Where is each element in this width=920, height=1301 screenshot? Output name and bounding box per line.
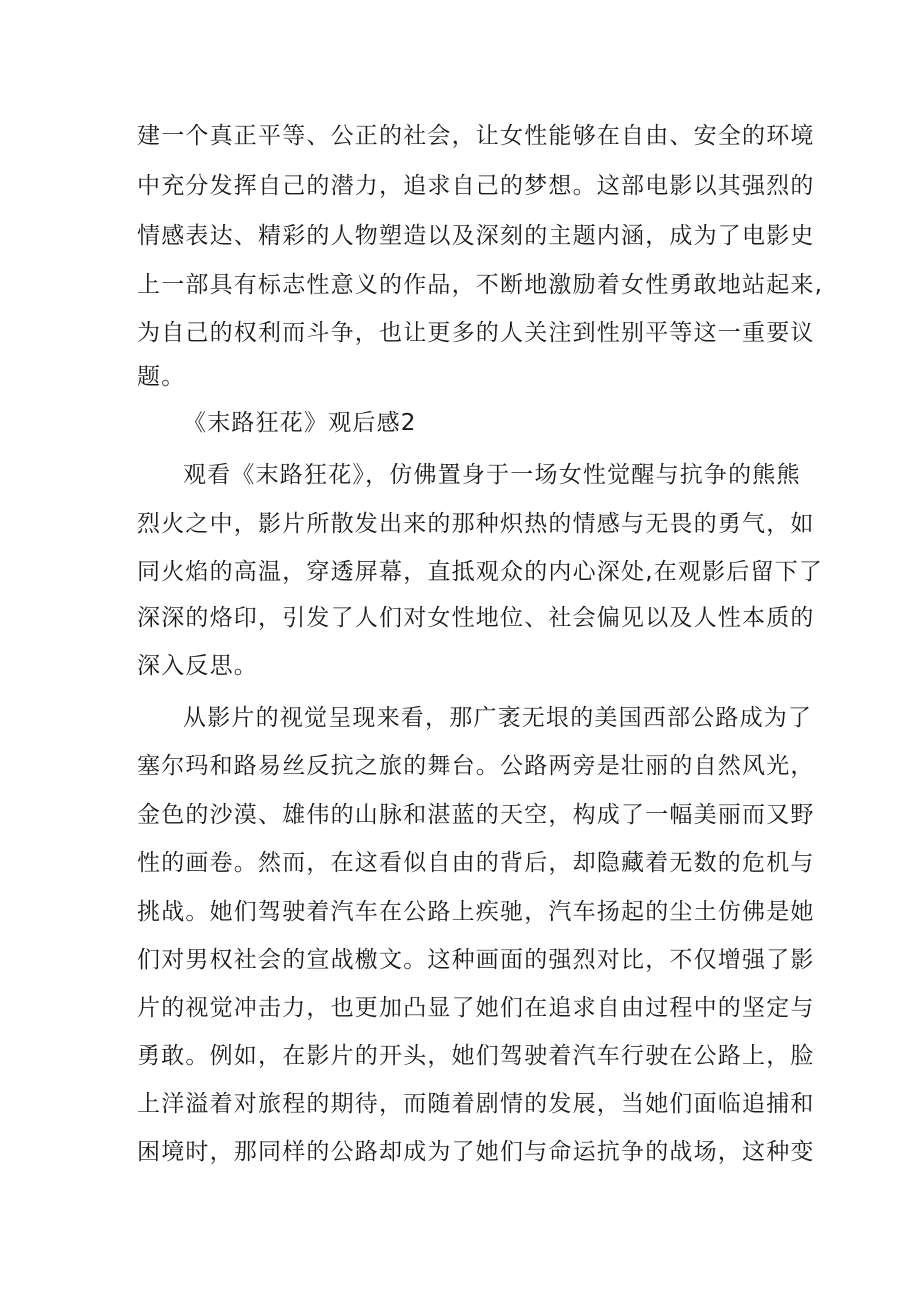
- paragraph-1-line-4: 上一部具有标志性意义的作品，不断地激励着女性勇敢地站起来,: [137, 272, 824, 298]
- paragraph-2-line-3: 同火焰的高温，穿透屏幕，直抵观众的内心深处,在观影后留下了: [137, 559, 824, 585]
- paragraph-2-line-5: 深入反思。: [137, 653, 258, 679]
- paragraph-2-line-2: 烈火之中，影片所散发出来的那种炽热的情感与无畏的勇气，如: [137, 511, 815, 537]
- paragraph-2-line-4: 深深的烙印，引发了人们对女性地位、社会偏见以及人性本质的: [137, 605, 815, 631]
- paragraph-1-line-5: 为自己的权利而斗争，也让更多的人关注到性别平等这一重要议: [137, 320, 815, 346]
- section-heading: 《末路狂花》观后感2: [183, 410, 417, 436]
- paragraph-3-line-8: 勇敢。例如，在影片的开头，她们驾驶着汽车行驶在公路上，脸: [137, 1043, 815, 1069]
- paragraph-2-line-1: 观看《末路狂花》，仿佛置身于一场女性觉醒与抗争的熊熊: [183, 462, 801, 488]
- paragraph-3-line-9: 上洋溢着对旅程的期待，而随着剧情的发展，当她们面临追捕和: [137, 1091, 815, 1117]
- paragraph-3-line-3: 金色的沙漠、雄伟的山脉和湛蓝的天空，构成了一幅美丽而又野: [137, 802, 815, 828]
- paragraph-3-line-4: 性的画卷。然而，在这看似自由的背后，却隐藏着无数的危机与: [137, 850, 815, 876]
- paragraph-3-line-2: 塞尔玛和路易丝反抗之旅的舞台。公路两旁是壮丽的自然风光，: [137, 753, 815, 779]
- paragraph-3-line-5: 挑战。她们驾驶着汽车在公路上疾驰，汽车扬起的尘土仿佛是她: [137, 899, 815, 925]
- paragraph-1-line-2: 中充分发挥自己的潜力，追求自己的梦想。这部电影以其强烈的: [137, 173, 815, 199]
- paragraph-1-line-6: 题。: [137, 364, 186, 390]
- paragraph-3-line-1: 从影片的视觉呈现来看，那广袤无垠的美国西部公路成为了: [183, 705, 813, 731]
- paragraph-3-line-10: 困境时，那同样的公路却成为了她们与命运抗争的战场，这种变: [137, 1139, 815, 1165]
- paragraph-1-line-3: 情感表达、精彩的人物塑造以及深刻的主题内涵，成为了电影史: [137, 223, 815, 249]
- paragraph-3-line-6: 们对男权社会的宣战檄文。这种画面的强烈对比，不仅增强了影: [137, 947, 815, 973]
- paragraph-3-line-7: 片的视觉冲击力，也更加凸显了她们在追求自由过程中的坚定与: [137, 995, 815, 1021]
- paragraph-1-line-1: 建一个真正平等、公正的社会，让女性能够在自由、安全的环境: [137, 123, 815, 149]
